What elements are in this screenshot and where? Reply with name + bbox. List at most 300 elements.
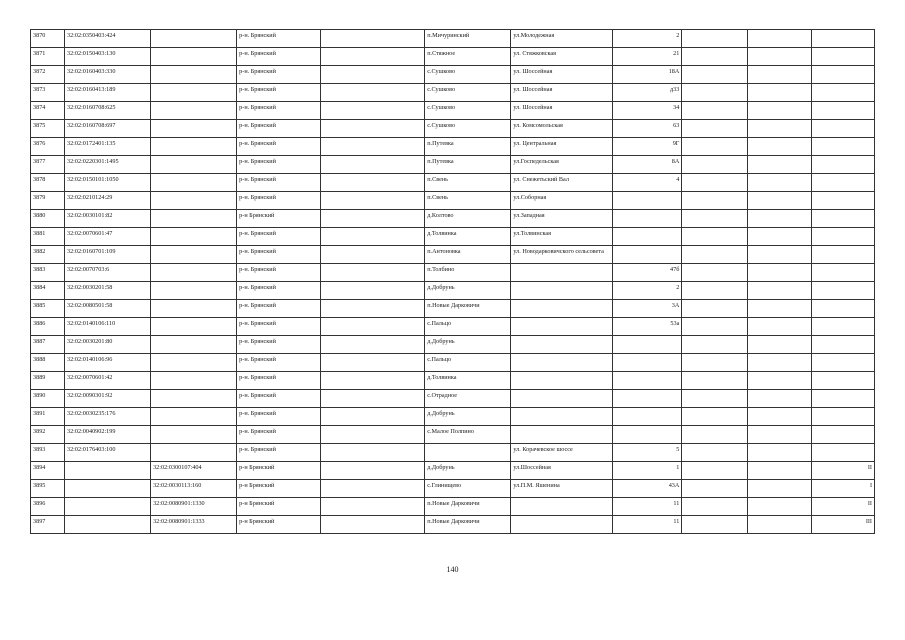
district-cell	[237, 228, 321, 246]
extra-cell	[811, 48, 875, 66]
empty-cell	[682, 426, 748, 444]
street-cell	[511, 282, 613, 300]
empty-cell	[748, 120, 811, 138]
empty-cell	[321, 498, 425, 516]
row-number-cell	[31, 480, 65, 498]
table-row	[31, 318, 875, 336]
cadastral-number-cell	[64, 336, 150, 354]
cadastral-number-alt-cell	[151, 336, 237, 354]
house-number-cell	[613, 444, 682, 462]
table-row	[31, 462, 875, 480]
locality-cell	[425, 156, 511, 174]
row-number-cell-text: 3872	[33, 68, 46, 75]
empty-cell	[321, 390, 425, 408]
cadastral-number-alt-cell-text: 32:02:0080901:1333	[153, 518, 205, 525]
street-cell	[511, 300, 613, 318]
locality-cell	[425, 120, 511, 138]
empty-cell	[321, 102, 425, 120]
cadastral-number-cell-text: 32:02:0210124:29	[66, 194, 113, 201]
locality-cell	[425, 102, 511, 120]
cadastral-number-alt-cell	[151, 174, 237, 192]
street-cell	[511, 174, 613, 192]
locality-cell	[425, 444, 511, 462]
street-cell-text: ул. Центральная	[513, 140, 557, 147]
street-cell	[511, 354, 613, 372]
cadastral-number-alt-cell	[151, 102, 237, 120]
empty-cell	[321, 282, 425, 300]
house-number-cell-text: 4	[676, 176, 680, 183]
row-number-cell-text: 3879	[33, 194, 46, 201]
house-number-cell-text: 11	[673, 500, 680, 507]
empty-cell	[321, 120, 425, 138]
cadastral-number-cell-text: 32:02:0160701:109	[66, 248, 116, 255]
empty-cell	[321, 372, 425, 390]
locality-cell-text: с.Отрадное	[427, 392, 457, 399]
row-number-cell	[31, 390, 65, 408]
district-cell-text: р-н. Брянский	[239, 266, 276, 273]
extra-cell	[811, 300, 875, 318]
empty-cell	[748, 372, 811, 390]
table-row	[31, 282, 875, 300]
empty-cell	[682, 444, 748, 462]
cadastral-number-cell-text: 32:02:0140106:96	[66, 356, 113, 363]
house-number-cell	[613, 408, 682, 426]
row-number-cell	[31, 228, 65, 246]
empty-cell	[682, 282, 748, 300]
row-number-cell	[31, 498, 65, 516]
district-cell	[237, 156, 321, 174]
locality-cell	[425, 48, 511, 66]
district-cell-text: р-н. Брянский	[239, 248, 276, 255]
row-number-cell	[31, 318, 65, 336]
empty-cell	[321, 462, 425, 480]
street-cell-text: ул. Шоссейная	[513, 68, 553, 75]
empty-cell	[748, 480, 811, 498]
row-number-cell	[31, 120, 65, 138]
street-cell-text: ул.Западная	[513, 212, 545, 219]
empty-cell	[321, 354, 425, 372]
row-number-cell	[31, 408, 65, 426]
district-cell	[237, 246, 321, 264]
table-row	[31, 138, 875, 156]
table-row	[31, 174, 875, 192]
district-cell	[237, 300, 321, 318]
district-cell	[237, 390, 321, 408]
locality-cell	[425, 192, 511, 210]
house-number-cell-text: 8А	[671, 158, 680, 165]
row-number-cell-text: 3873	[33, 86, 46, 93]
cadastral-number-cell-text: 32:02:0176403:100	[66, 446, 116, 453]
table-row	[31, 120, 875, 138]
district-cell	[237, 120, 321, 138]
house-number-cell	[613, 462, 682, 480]
locality-cell	[425, 30, 511, 48]
cadastral-number-alt-cell	[151, 30, 237, 48]
row-number-cell	[31, 444, 65, 462]
cadastral-number-cell	[64, 390, 150, 408]
row-number-cell	[31, 372, 65, 390]
district-cell-text: р-н Брянский	[239, 464, 275, 471]
empty-cell	[748, 246, 811, 264]
district-cell	[237, 84, 321, 102]
street-cell	[511, 246, 613, 264]
empty-cell	[682, 408, 748, 426]
district-cell	[237, 138, 321, 156]
cadastral-number-cell	[64, 498, 150, 516]
empty-cell	[321, 48, 425, 66]
empty-cell	[682, 192, 748, 210]
row-number-cell-text: 3893	[33, 446, 46, 453]
row-number-cell-text: 3896	[33, 500, 46, 507]
empty-cell	[321, 480, 425, 498]
extra-cell	[811, 156, 875, 174]
empty-cell	[321, 84, 425, 102]
cadastral-number-cell	[64, 228, 150, 246]
cadastral-number-cell	[64, 210, 150, 228]
district-cell-text: р-н. Брянский	[239, 320, 276, 327]
street-cell-text: ул.Молодежная	[513, 32, 555, 39]
empty-cell	[321, 228, 425, 246]
district-cell-text: р-н. Брянский	[239, 32, 276, 39]
district-cell-text: р-н. Брянский	[239, 104, 276, 111]
locality-cell-text: д.Добрунь	[427, 284, 455, 291]
locality-cell	[425, 390, 511, 408]
street-cell	[511, 210, 613, 228]
extra-cell	[811, 102, 875, 120]
house-number-cell	[613, 102, 682, 120]
street-cell-text: ул.Толвинская	[513, 230, 551, 237]
empty-cell	[682, 336, 748, 354]
cadastral-number-alt-cell	[151, 408, 237, 426]
cadastral-number-cell-text: 32:02:0160708:625	[66, 104, 116, 111]
house-number-cell	[613, 318, 682, 336]
locality-cell-text: п.Новые Дарковичи	[427, 302, 480, 309]
district-cell	[237, 426, 321, 444]
locality-cell	[425, 354, 511, 372]
extra-cell	[811, 354, 875, 372]
cadastral-number-cell	[64, 84, 150, 102]
locality-cell	[425, 282, 511, 300]
extra-cell	[811, 336, 875, 354]
locality-cell	[425, 336, 511, 354]
cadastral-number-cell	[64, 102, 150, 120]
cadastral-number-cell-text: 32:02:0220301:1495	[66, 158, 119, 165]
district-cell	[237, 210, 321, 228]
row-number-cell-text: 3887	[33, 338, 46, 345]
extra-cell	[811, 120, 875, 138]
cadastral-number-alt-cell	[151, 66, 237, 84]
table-row	[31, 210, 875, 228]
extra-cell	[811, 66, 875, 84]
locality-cell	[425, 300, 511, 318]
empty-cell	[748, 444, 811, 462]
empty-cell	[748, 516, 811, 534]
empty-cell	[321, 318, 425, 336]
row-number-cell	[31, 246, 65, 264]
district-cell-text: р-н. Брянский	[239, 338, 276, 345]
street-cell	[511, 264, 613, 282]
cadastral-number-cell-text: 32:02:0030201:58	[66, 284, 113, 291]
cadastral-number-alt-cell	[151, 354, 237, 372]
locality-cell-text: с.Пальцо	[427, 356, 452, 363]
cadastral-number-cell	[64, 480, 150, 498]
row-number-cell	[31, 336, 65, 354]
house-number-cell	[613, 426, 682, 444]
cadastral-number-cell	[64, 192, 150, 210]
row-number-cell	[31, 426, 65, 444]
locality-cell-text: п.Свень	[427, 176, 448, 183]
extra-cell-text: II	[867, 464, 872, 471]
empty-cell	[748, 318, 811, 336]
district-cell-text: р-н. Брянский	[239, 302, 276, 309]
row-number-cell-text: 3885	[33, 302, 46, 309]
street-cell	[511, 426, 613, 444]
district-cell-text: р-н. Брянский	[239, 284, 276, 291]
district-cell-text: р-н. Брянский	[239, 230, 276, 237]
empty-cell	[321, 138, 425, 156]
district-cell-text: р-н. Брянский	[239, 446, 276, 453]
empty-cell	[682, 228, 748, 246]
row-number-cell-text: 3881	[33, 230, 46, 237]
cadastral-number-cell-text: 32:02:0070703:6	[66, 266, 110, 273]
street-cell	[511, 156, 613, 174]
locality-cell	[425, 174, 511, 192]
street-cell	[511, 138, 613, 156]
house-number-cell	[613, 282, 682, 300]
empty-cell	[748, 426, 811, 444]
cadastral-number-alt-cell	[151, 462, 237, 480]
street-cell	[511, 318, 613, 336]
empty-cell	[682, 174, 748, 192]
extra-cell-text: I	[869, 482, 872, 489]
empty-cell	[748, 462, 811, 480]
extra-cell	[811, 516, 875, 534]
district-cell	[237, 498, 321, 516]
empty-cell	[682, 138, 748, 156]
cadastral-number-cell	[64, 138, 150, 156]
house-number-cell-text: 53а	[670, 320, 680, 327]
empty-cell	[321, 210, 425, 228]
street-cell	[511, 48, 613, 66]
row-number-cell-text: 3889	[33, 374, 46, 381]
empty-cell	[321, 336, 425, 354]
cadastral-number-alt-cell	[151, 372, 237, 390]
row-number-cell	[31, 30, 65, 48]
district-cell	[237, 318, 321, 336]
cadastral-number-cell-text: 32:02:0350403:424	[66, 32, 116, 39]
row-number-cell	[31, 102, 65, 120]
district-cell	[237, 48, 321, 66]
empty-cell	[321, 300, 425, 318]
empty-cell	[682, 516, 748, 534]
empty-cell	[321, 156, 425, 174]
extra-cell	[811, 480, 875, 498]
locality-cell-text: п.Толбино	[427, 266, 455, 273]
extra-cell	[811, 498, 875, 516]
locality-cell-text: п.Антоновка	[427, 248, 461, 255]
table-row	[31, 372, 875, 390]
house-number-cell	[613, 174, 682, 192]
cadastral-number-cell-text: 32:02:0150101:1050	[66, 176, 119, 183]
locality-cell	[425, 264, 511, 282]
house-number-cell	[613, 156, 682, 174]
empty-cell	[748, 264, 811, 282]
locality-cell-text: д.Добрунь	[427, 464, 455, 471]
street-cell	[511, 462, 613, 480]
extra-cell	[811, 246, 875, 264]
street-cell	[511, 84, 613, 102]
house-number-cell	[613, 30, 682, 48]
table-row	[31, 498, 875, 516]
house-number-cell	[613, 48, 682, 66]
house-number-cell	[613, 354, 682, 372]
empty-cell	[748, 300, 811, 318]
cadastral-number-cell	[64, 246, 150, 264]
district-cell-text: р-н. Брянский	[239, 50, 276, 57]
cadastral-number-cell	[64, 444, 150, 462]
table-row	[31, 354, 875, 372]
row-number-cell	[31, 264, 65, 282]
row-number-cell-text: 3883	[33, 266, 46, 273]
street-cell	[511, 480, 613, 498]
house-number-cell	[613, 138, 682, 156]
district-cell-text: р-н. Брянский	[239, 68, 276, 75]
street-cell-text: ул.П.М. Яшенина	[513, 482, 560, 489]
table-row	[31, 336, 875, 354]
locality-cell	[425, 138, 511, 156]
table-row	[31, 480, 875, 498]
table-row	[31, 300, 875, 318]
table-row	[31, 246, 875, 264]
district-cell-text: р-н Брянский	[239, 518, 275, 525]
house-number-cell	[613, 210, 682, 228]
row-number-cell-text: 3891	[33, 410, 46, 417]
cadastral-number-alt-cell	[151, 282, 237, 300]
house-number-cell	[613, 120, 682, 138]
cadastral-number-cell	[64, 408, 150, 426]
empty-cell	[748, 192, 811, 210]
house-number-cell-text: 34	[673, 104, 680, 111]
cadastral-number-alt-cell	[151, 300, 237, 318]
district-cell	[237, 192, 321, 210]
row-number-cell-text: 3878	[33, 176, 46, 183]
house-number-cell-text: 63	[673, 122, 680, 129]
empty-cell	[748, 390, 811, 408]
empty-cell	[682, 66, 748, 84]
cadastral-number-cell	[64, 156, 150, 174]
cadastral-number-alt-cell	[151, 444, 237, 462]
table-row	[31, 444, 875, 462]
extra-cell	[811, 192, 875, 210]
district-cell-text: р-н. Брянский	[239, 122, 276, 129]
cadastral-number-cell-text: 32:02:0080501:58	[66, 302, 113, 309]
cadastral-number-cell-text: 32:02:0090301:92	[66, 392, 113, 399]
row-number-cell-text: 3875	[33, 122, 46, 129]
district-cell	[237, 516, 321, 534]
house-number-cell-text: 1	[676, 464, 680, 471]
extra-cell	[811, 210, 875, 228]
house-number-cell	[613, 228, 682, 246]
locality-cell-text: п.Стяжное	[427, 50, 456, 57]
cadastral-number-cell-text: 32:02:0070601:42	[66, 374, 113, 381]
house-number-cell	[613, 84, 682, 102]
house-number-cell	[613, 480, 682, 498]
row-number-cell-text: 3876	[33, 140, 46, 147]
extra-cell	[811, 372, 875, 390]
district-cell-text: р-н. Брянский	[239, 140, 276, 147]
house-number-cell-text: 3А	[671, 302, 680, 309]
empty-cell	[682, 372, 748, 390]
table-row	[31, 426, 875, 444]
house-number-cell	[613, 192, 682, 210]
cadastral-number-cell-text: 32:02:0030101:82	[66, 212, 113, 219]
locality-cell	[425, 372, 511, 390]
cadastral-number-alt-cell	[151, 156, 237, 174]
house-number-cell-text: д33	[670, 86, 680, 93]
extra-cell	[811, 318, 875, 336]
empty-cell	[682, 318, 748, 336]
cadastral-number-alt-cell	[151, 264, 237, 282]
district-cell-text: р-н. Брянский	[239, 392, 276, 399]
empty-cell	[682, 30, 748, 48]
locality-cell-text: д.Толвинка	[427, 374, 457, 381]
empty-cell	[321, 30, 425, 48]
row-number-cell-text: 3870	[33, 32, 46, 39]
house-number-cell	[613, 498, 682, 516]
locality-cell-text: с.Глинищево	[427, 482, 462, 489]
district-cell-text: р-н. Брянский	[239, 410, 276, 417]
street-cell	[511, 66, 613, 84]
cadastral-number-cell	[64, 48, 150, 66]
street-cell-text: ул. Снежетьский Вал	[513, 176, 569, 183]
row-number-cell	[31, 210, 65, 228]
house-number-cell-text: 21	[673, 50, 680, 57]
row-number-cell-text: 3882	[33, 248, 46, 255]
district-cell-text: р-н. Брянский	[239, 374, 276, 381]
cadastral-number-cell-text: 32:02:0172401:135	[66, 140, 116, 147]
row-number-cell-text: 3888	[33, 356, 46, 363]
empty-cell	[748, 354, 811, 372]
empty-cell	[682, 462, 748, 480]
cadastral-number-cell-text: 32:02:0160413:189	[66, 86, 116, 93]
row-number-cell-text: 3886	[33, 320, 46, 327]
locality-cell	[425, 426, 511, 444]
page-number: 140	[446, 565, 459, 574]
locality-cell-text: д.Колтово	[427, 212, 454, 219]
cadastral-number-alt-cell	[151, 84, 237, 102]
row-number-cell	[31, 282, 65, 300]
cadastral-number-alt-cell	[151, 390, 237, 408]
table-row	[31, 30, 875, 48]
empty-cell	[321, 192, 425, 210]
row-number-cell	[31, 300, 65, 318]
cadastral-number-alt-cell	[151, 138, 237, 156]
district-cell	[237, 354, 321, 372]
empty-cell	[748, 138, 811, 156]
cadastral-number-cell-text: 32:02:0150403:130	[66, 50, 116, 57]
district-cell-text: р-н. Брянский	[239, 176, 276, 183]
row-number-cell	[31, 462, 65, 480]
empty-cell	[682, 498, 748, 516]
empty-cell	[682, 84, 748, 102]
locality-cell	[425, 408, 511, 426]
district-cell-text: р-н Брянский	[239, 482, 275, 489]
empty-cell	[682, 390, 748, 408]
cadastral-number-alt-cell-text: 32:02:0080901:1330	[153, 500, 205, 507]
cadastral-number-cell	[64, 318, 150, 336]
locality-cell	[425, 516, 511, 534]
district-cell-text: р-н. Брянский	[239, 428, 276, 435]
